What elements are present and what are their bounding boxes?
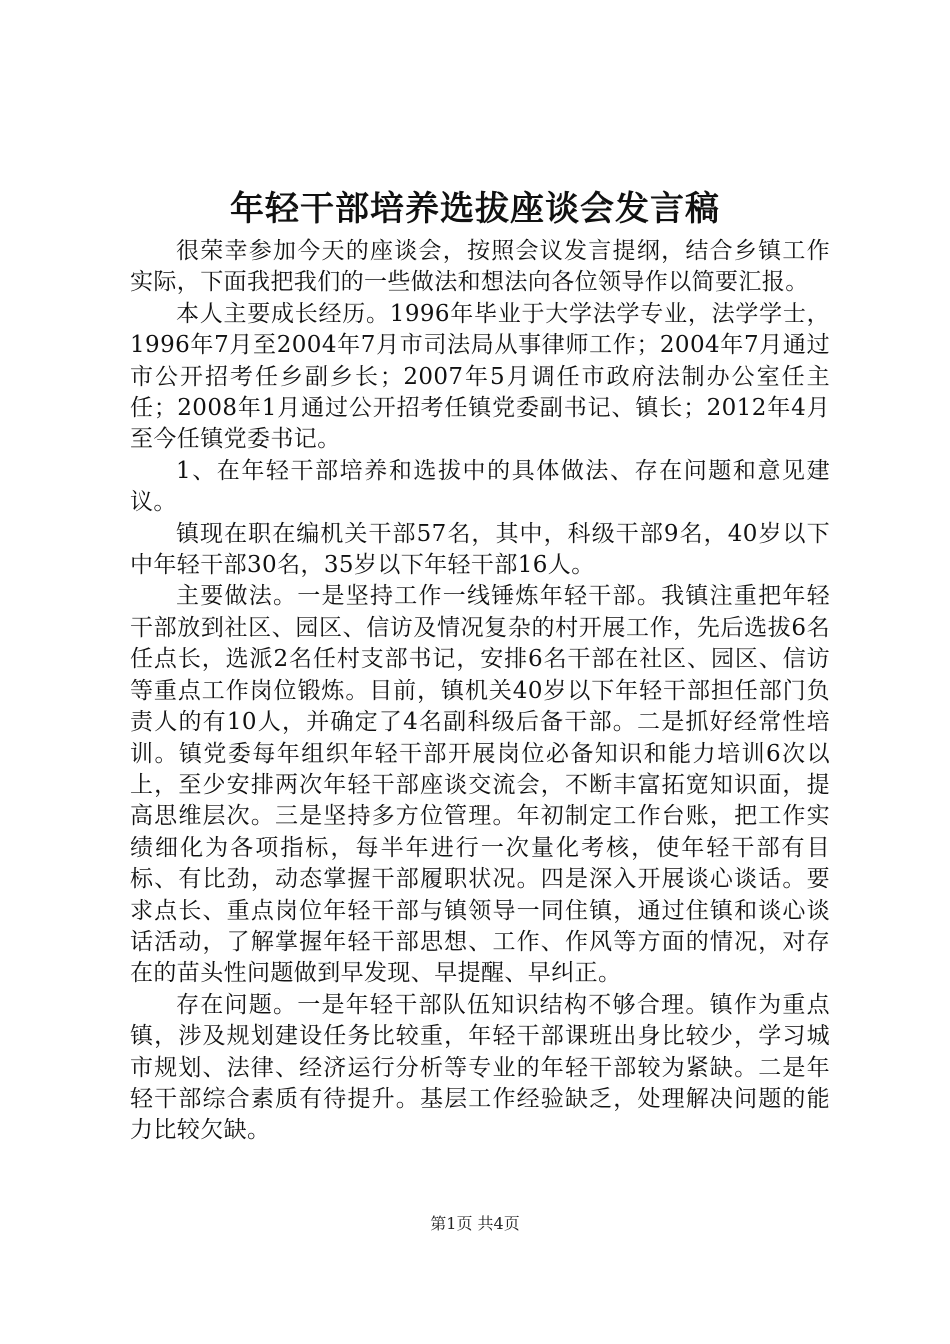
paragraph-section-heading: 1、在年轻干部培养和选拔中的具体做法、存在问题和意见建议。 bbox=[130, 457, 830, 516]
paragraph-staff-stats: 镇现在职在编机关干部57名，其中，科级干部9名，40岁以下中年轻干部30名，35岁以下年轻干部16人。 bbox=[130, 520, 830, 579]
document-body bbox=[130, 236, 830, 1147]
paragraph-intro: 很荣幸参加今天的座谈会，按照会议发言提纲，结合乡镇工作实际，下面我把我们的一些做法和想法向各位领导作以简要汇报。 bbox=[130, 238, 830, 296]
paragraph-main-practices: 主要做法。一是坚持工作一线锤炼年轻干部。我镇注重把年轻干部放到社区、园区、信访及情况复杂的村开展工作，先后选拔6名任点长，选派2名任村支部书记，安排6名干部在社区、园区、信访等重点工作岗位锻炼。目前，镇机关40岁以下年轻干部担任部门负责人的有10人，并确定了4名副科级后备干部。二是抓好经常性培训。镇党委每年组织年轻干部开展岗位必备知识和能力培训6次以上，至少安排两次年轻干部座谈交流会，不断丰富拓宽知识面，提高思维层次。三是坚持多方位管理。年初制定工作台账，把工作实绩细化为各项指标，每半年进行一次量化考核，使年轻干部有目标、有比劲，动态掌握干部履职状况。四是深入开展谈心谈话。要求点长、重点岗位年轻干部与镇领导一同住镇，通过住镇和谈心谈话活动，了解掌握年轻干部思想、工作、作风等方面的情况，对存在的苗头性问题做到早发现、早提醒、早纠正。 bbox=[130, 583, 830, 987]
paragraph-problems: 存在问题。一是年轻干部队伍知识结构不够合理。镇作为重点镇，涉及规划建设任务比较重，年轻干部课班出身比较少，学习城市规划、法律、经济运行分析等专业的年轻干部较为紧缺。二是年轻干部综合素质有待提升。基层工作经验缺乏，处理解决问题的能力比较欠缺。 bbox=[130, 991, 830, 1144]
page-number-footer: 第1页 共4页 bbox=[430, 1214, 520, 1233]
paragraph-experience: 本人主要成长经历。1996年毕业于大学法学专业，法学学士，1996年7月至2004年7月市司法局从事律师工作；2004年7月通过市公开招考任乡副乡长；2007年5月调任市政府法制办公室任主任；2008年1月通过公开招考任镇党委副书记、镇长；2012年4月至今任镇党委书记。 bbox=[130, 300, 830, 453]
document-title: 年轻干部培养选拔座谈会发言稿 bbox=[230, 189, 720, 229]
